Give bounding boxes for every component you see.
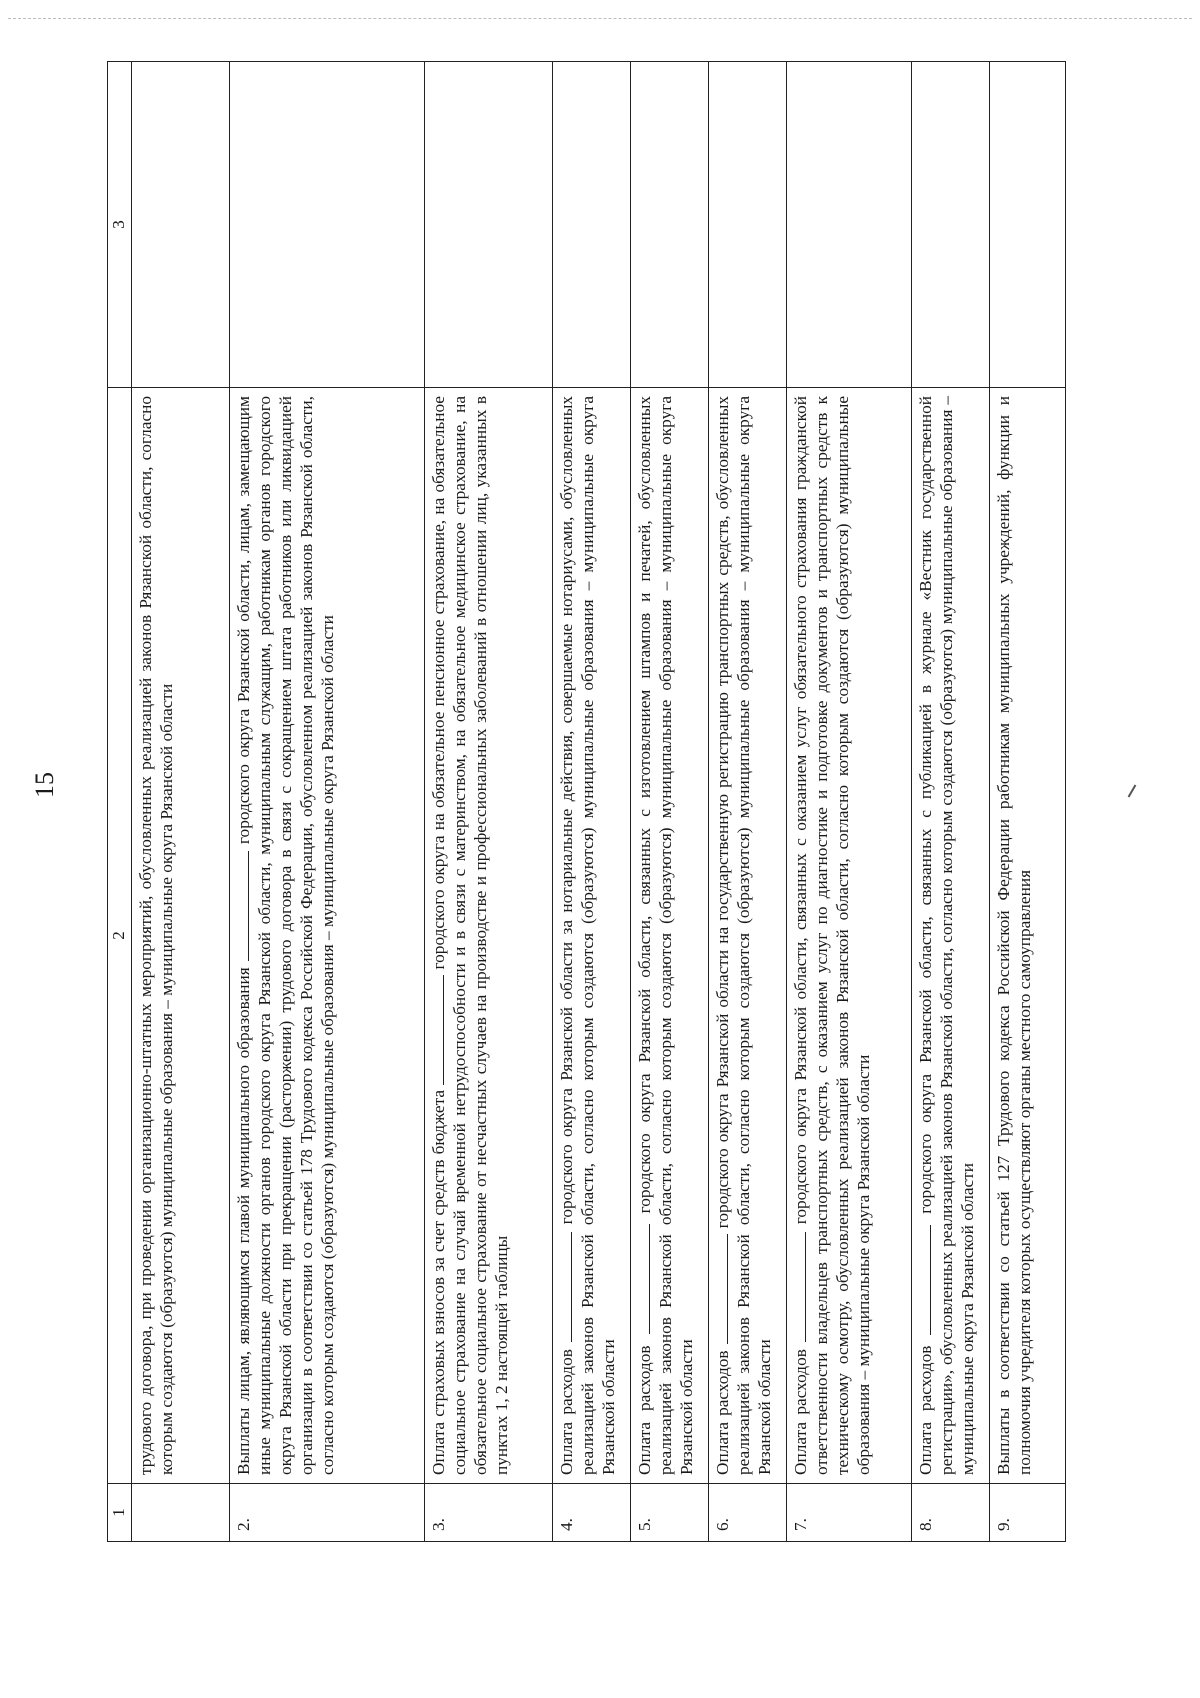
row-number	[131, 1484, 229, 1542]
table-row	[424, 62, 552, 1542]
header-col-3: 3	[108, 62, 132, 388]
table-row	[630, 62, 708, 1542]
row-number: 9.	[989, 1484, 1065, 1542]
rotated-table-container	[107, 62, 1063, 1542]
blank-line	[635, 1224, 650, 1334]
row-col3	[424, 62, 552, 388]
row-text-after: городского округа на обязательное пенсионное страхование, на обязательное социальное страхование на случай временной нетрудоспособности и в связи с материнством, на обязательное медицинское страхование, на обязательное социальное страхование от несчастных случаев на производстве и профессиональных заболеваний в отношении лиц, указанных в пунктах 1, 2 настоящей таблицы	[428, 396, 512, 1475]
row-text-before: Оплата расходов	[790, 1349, 810, 1475]
row-text-before: Оплата расходов	[556, 1349, 576, 1475]
blank-line	[713, 1234, 728, 1344]
table-row	[229, 62, 424, 1542]
table-row	[911, 62, 989, 1542]
header-col-2: 2	[108, 388, 132, 1484]
row-col3	[989, 62, 1065, 388]
row-text-before: Оплата расходов	[634, 1345, 654, 1475]
row-col3	[552, 62, 630, 388]
blank-line	[557, 1232, 572, 1342]
pen-mark	[1128, 784, 1137, 797]
row-text	[630, 388, 708, 1484]
blank-line	[234, 851, 249, 961]
row-number: 3.	[424, 1484, 552, 1542]
row-number: 5.	[630, 1484, 708, 1542]
expenses-table	[107, 61, 1066, 1542]
row-col3	[131, 62, 229, 388]
table-row	[708, 62, 786, 1542]
row-text	[708, 388, 786, 1484]
table-row	[552, 62, 630, 1542]
row-text-after: городского округа Рязанской области, лицам, замещающим иные муниципальные должности органов городского округа Рязанской области, муниципальным служащим, работникам органов городского округа Рязанской области при прекращении (расторжении) трудового договора в связи с сокращением штата работников или ликвидацией организации в соответствии со статьей 178 Трудового кодекса Российской Федерации, обусловленном реализацией законов Рязанской области, согласно которым создаются (образуются) муниципальные образования – муниципальные округа Рязанской области	[233, 396, 338, 1475]
scan-edge-line	[8, 18, 1192, 19]
table-header-row	[108, 62, 132, 1542]
page-number: 15	[30, 772, 59, 798]
blank-line	[791, 1232, 806, 1342]
row-text	[229, 388, 424, 1484]
row-text	[911, 388, 989, 1484]
table-row	[989, 62, 1065, 1542]
row-number: 7.	[786, 1484, 911, 1542]
row-text	[989, 388, 1065, 1484]
row-number: 2.	[229, 1484, 424, 1542]
row-text-after: трудового договора, при проведении организационно-штатных мероприятий, обусловленных реализацией законов Рязанской области, согласно которым создаются (образуются) муниципальные образования – муниципальные округа Рязанской области	[135, 396, 176, 1475]
row-text	[424, 388, 552, 1484]
row-text	[131, 388, 229, 1484]
blank-line	[429, 975, 444, 1085]
header-col-1: 1	[108, 1484, 132, 1542]
row-text-after: городского округа Рязанской области на государственную регистрацию транспортных средств, обусловленных реализацией законов Рязанской области, согласно которым создаются (образуются) муниципальные образования – муниципальные округа Рязанской области	[712, 396, 774, 1475]
row-number: 8.	[911, 1484, 989, 1542]
row-text-before: Оплата расходов	[712, 1350, 732, 1475]
row-col3	[630, 62, 708, 388]
row-text-before: Оплата расходов	[915, 1345, 935, 1475]
row-text-before: Выплаты лицам, являющимся главой муниципального образования	[233, 967, 253, 1475]
row-text	[786, 388, 911, 1484]
row-col3	[911, 62, 989, 388]
row-text-after: городского округа Рязанской области, связанных с оказанием услуг обязательного страхования гражданской ответственности владельцев транспортных средств, с оказанием услуг по диагностике и подготовке документов и транспортных средств к техническому осмотру, обусловленных реализацией законов Рязанской области, согласно которым создаются (образуются) муниципальные образования – муниципальные округа Рязанской области	[790, 396, 874, 1475]
row-text-after: городского округа Рязанской области, связанных с публикацией в журнале «Вестник государственной регистрации», обусловленных реализацией законов Рязанской области, согласно которым создаются (образуются) муниципальные образования – муниципальные округа Рязанской области	[915, 396, 977, 1475]
row-col3	[708, 62, 786, 388]
row-text-before: Оплата страховых взносов за счет средств бюджета	[428, 1089, 448, 1475]
row-text-after: городского округа Рязанской области, связанных с изготовлением штампов и печатей, обусловленных реализацией законов Рязанской области, согласно которым создаются (образуются) муниципальные образования – муниципальные округа Рязанской области	[634, 396, 696, 1475]
table-row	[131, 62, 229, 1542]
row-col3	[229, 62, 424, 388]
row-text-after: городского округа Рязанской области за нотариальные действия, совершаемые нотариусами, обусловленных реализацией законов Рязанской области, согласно которым создаются (образуются) муниципальные образования – муниципальные округа Рязанской области	[556, 396, 618, 1475]
row-text-after: Выплаты в соответствии со статьей 127 Трудового кодекса Российской Федерации работникам муниципальных учреждений, функции и полномочия учредителя которых осуществляют органы местного самоуправления	[993, 396, 1034, 1475]
table-row	[786, 62, 911, 1542]
row-col3	[786, 62, 911, 388]
blank-line	[916, 1225, 931, 1335]
row-text	[552, 388, 630, 1484]
row-number: 4.	[552, 1484, 630, 1542]
row-number: 6.	[708, 1484, 786, 1542]
